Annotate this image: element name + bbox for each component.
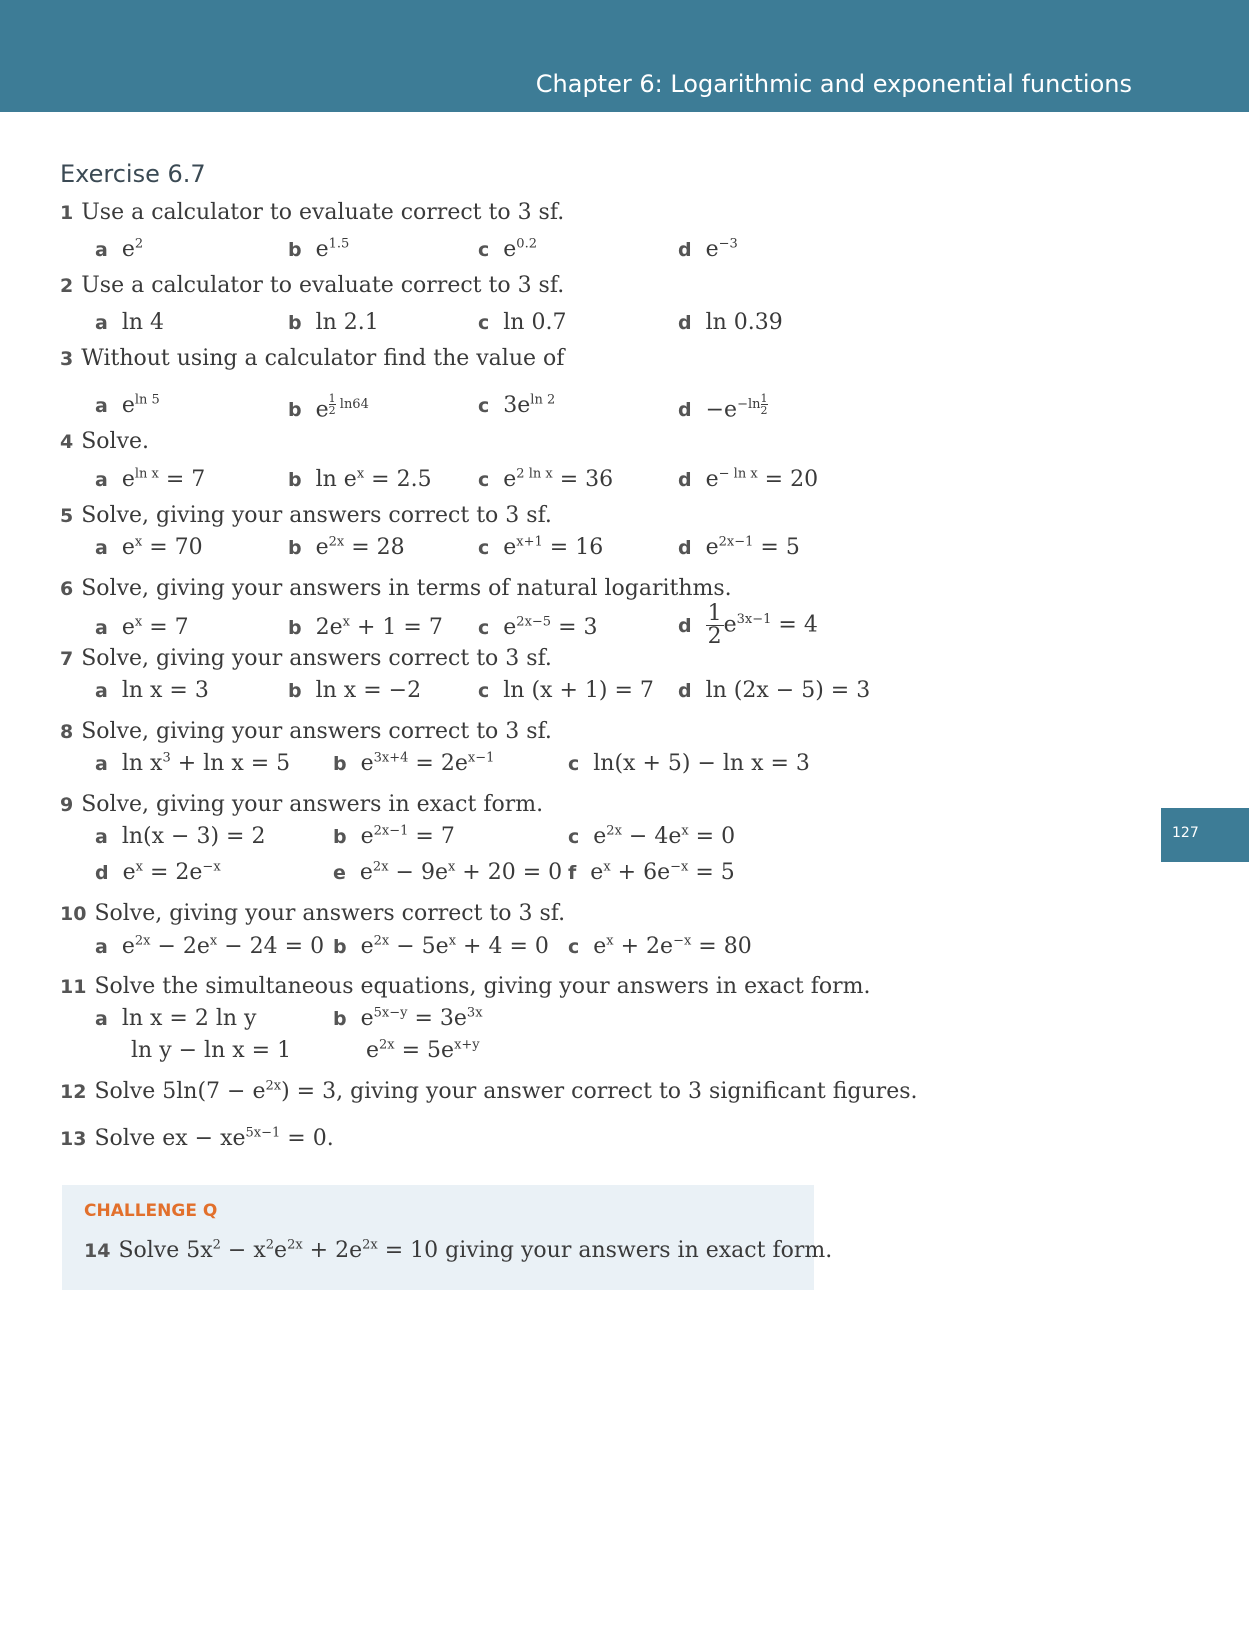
q9-part-d: d $e^x = 2e^{-x}$ [95, 859, 221, 885]
q5-part-d: d $e^{2x-1} = 5$ [678, 534, 800, 560]
q8-part-c: c ln(x + 5) − ln x = 3 [568, 751, 810, 776]
q7-part-a: a ln x = 3 [95, 678, 209, 703]
q8-part-a: a $\ln x^3 + \ln x = 5$ [95, 750, 291, 776]
q7-part-b: b ln x = −2 [288, 678, 422, 703]
q9-part-b: b $e^{2x-1} = 7$ [333, 823, 455, 849]
q4-part-d: d $e^{- ln x} = 20$ [678, 466, 819, 492]
question-9: 9 Solve, giving your answers in exact form. [60, 792, 544, 817]
q8-part-b: b $e^{3x+4} = 2e^{x-1}$ [333, 750, 495, 776]
question-10: 10 Solve, giving your answers correct to 3 sf. [60, 901, 566, 926]
question-14: 14 Solve $5x^2 - x^2e^{2x} + 2e^{2x} = 10$ giving your answers in exact form. [84, 1237, 833, 1263]
q4-part-a: a $e^{ln x} = 7$ [95, 466, 206, 492]
q2-part-a: a ln 4 [95, 310, 165, 335]
question-7: 7 Solve, giving your answers correct to 3 sf. [60, 646, 552, 671]
fraction-half: $\frac{1}{2}$ [707, 601, 722, 649]
q6-part-c: c $e^{2x-5} = 3$ [478, 614, 598, 640]
chapter-header-bar [0, 0, 1249, 112]
q6-part-b: b $2e^x + 1 = 7$ [288, 614, 443, 640]
chapter-title: Chapter 6: Logarithmic and exponential functions [535, 70, 1132, 98]
page-number: 127 [1172, 825, 1199, 841]
q9-part-e: e $e^{2x} - 9e^x + 20 = 0$ [333, 859, 563, 885]
q2-part-c: c ln 0.7 [478, 310, 567, 335]
q4-part-b: b $\ln e^x = 2.5$ [288, 466, 432, 492]
q6-part-d: d $\frac{1}{2}$ $e^{3x-1} = 4$ [678, 601, 818, 649]
q4-part-c: c $e^{2 ln x} = 36$ [478, 466, 614, 492]
q10-part-a: a $e^{2x} - 2e^x - 24 = 0$ [95, 933, 325, 959]
q9-part-c: c $e^{2x} - 4e^x = 0$ [568, 823, 736, 849]
question-1: 1 Use a calculator to evaluate correct to 3 sf. [60, 200, 565, 225]
fraction-half: $\frac{1}{2}$ [328, 392, 336, 417]
q5-part-c: c $e^{x+1} = 16$ [478, 534, 604, 560]
q1-part-b: b $e^{1.5}$ [288, 236, 350, 262]
q1-part-a: a $e^2$ [95, 236, 144, 262]
exercise-title: Exercise 6.7 [60, 160, 206, 188]
q9-part-f: f $e^x + 6e^{-x} = 5$ [568, 859, 735, 885]
q5-part-b: b $e^{2x} = 28$ [288, 534, 405, 560]
challenge-label: CHALLENGE Q [84, 1201, 218, 1221]
q10-part-b: b $e^{2x} - 5e^x + 4 = 0$ [333, 933, 549, 959]
q9-part-a: a ln(x − 3) = 2 [95, 824, 266, 849]
fraction-half: $\frac{1}{2}$ [760, 392, 768, 417]
q3-part-a: a $e^{ln 5}$ [95, 392, 160, 418]
question-3: 3 Without using a calculator find the value of [60, 346, 565, 371]
question-13: 13 Solve ex − $xe^{5x-1} = 0$. [60, 1125, 334, 1151]
q5-part-a: a $e^x = 70$ [95, 534, 203, 560]
q7-part-d: d ln (2x − 5) = 3 [678, 678, 871, 703]
question-6: 6 Solve, giving your answers in terms of natural logarithms. [60, 576, 732, 601]
question-5: 5 Solve, giving your answers correct to 3 sf. [60, 503, 552, 528]
page-number-tab [1161, 808, 1249, 862]
q10-part-c: c $e^x + 2e^{-x} = 80$ [568, 933, 752, 959]
q3-part-c: c $3e^{ln 2}$ [478, 392, 556, 418]
question-12: 12 Solve $5\ln(7 - e^{2x}) = 3$, giving your answer correct to 3 significant figures. [60, 1078, 918, 1104]
q1-part-d: d $e^{-3}$ [678, 236, 738, 262]
q2-part-b: b ln 2.1 [288, 310, 379, 335]
question-8: 8 Solve, giving your answers correct to 3 sf. [60, 719, 552, 744]
q7-part-c: c ln (x + 1) = 7 [478, 678, 654, 703]
question-2: 2 Use a calculator to evaluate correct to 3 sf. [60, 273, 565, 298]
q3-part-d: $d -e^{-ln \frac{1}{2}}$ [678, 392, 768, 423]
q6-part-a: a $e^x = 7$ [95, 614, 189, 640]
q11-part-b-line2: $e^{2x} = 5e^{x+y}$ [366, 1037, 480, 1063]
q2-part-d: d ln 0.39 [678, 310, 783, 335]
q11-part-b-line1: b $e^{5x-y} = 3e^{3x}$ [333, 1005, 483, 1031]
q1-part-c: c $e^{0.2}$ [478, 236, 537, 262]
q11-part-a-line2: ln y − ln x = 1 [131, 1038, 292, 1063]
question-11: 11 Solve the simultaneous equations, giving your answers in exact form. [60, 974, 871, 999]
challenge-box [62, 1185, 833, 1290]
q11-part-a-line1: a ln x = 2 ln y [95, 1006, 257, 1031]
question-4: 4 Solve. [60, 429, 150, 454]
q3-part-b: b e $^{\frac{1}{2} ln64}$ [288, 392, 369, 423]
